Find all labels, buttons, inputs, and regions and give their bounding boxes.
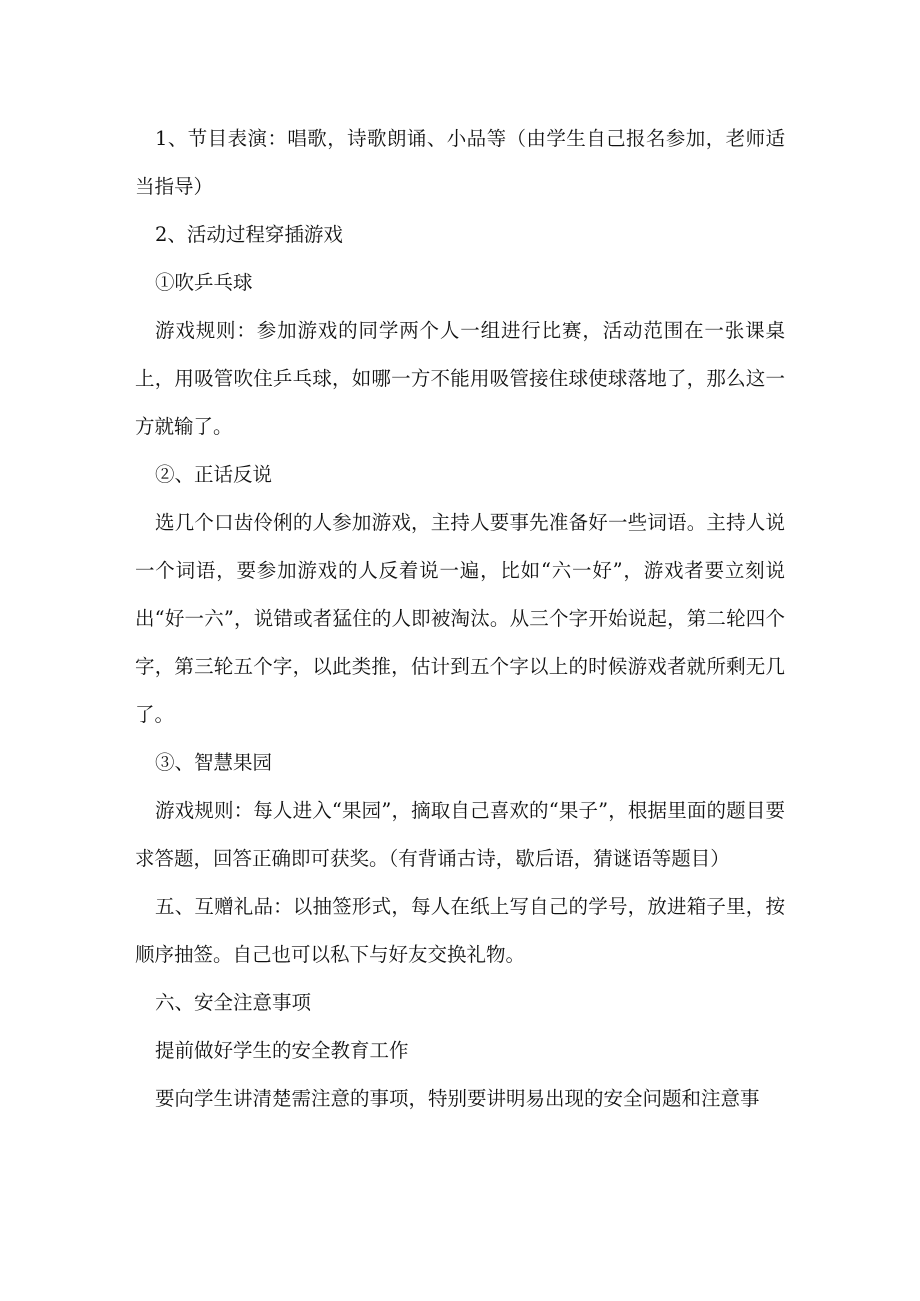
paragraph-program-performance: 1、节目表演：唱歌，诗歌朗诵、小品等（由学生自己报名参加，老师适当指导） xyxy=(135,127,785,198)
paragraph-gift-exchange: 五、互赠礼品：以抽签形式，每人在纸上写自己的学号，放进箱子里，按顺序抽签。自己也可以私下与好友交换礼物。 xyxy=(135,895,785,966)
paragraph-game-orchard-rules: 游戏规则：每人进入“果园”，摘取自己喜欢的“果子”，根据里面的题目要求答题，回答正确即可获奖。（有背诵古诗，歇后语，猜谜语等题目） xyxy=(135,799,785,870)
paragraph-safety-heading: 六、安全注意事项 xyxy=(155,991,312,1014)
paragraph-game-reverse-speech-title: ②、正话反说 xyxy=(155,463,273,486)
paragraph-game-reverse-speech-rules: 选几个口齿伶俐的人参加游戏，主持人要事先准备好一些词语。主持人说一个词语，要参加游戏的人反着说一遍，比如“六一好”，游戏者要立刻说出“好一六”，说错或者猛住的人即被淘汰。从三个字开始说起，第二轮四个字，第三轮五个字，以此类推，估计到五个字以上的时候游戏者就所剩无几了。 xyxy=(135,511,785,726)
paragraph-safety-instructions: 要向学生讲清楚需注意的事项，特别要讲明易出现的安全问题和注意事 xyxy=(155,1087,760,1110)
paragraph-game-ping-pong-rules: 游戏规则：参加游戏的同学两个人一组进行比赛，活动范围在一张课桌上，用吸管吹住乒乓球，如哪一方不能用吸管接住球使球落地了，那么这一方就输了。 xyxy=(135,319,785,438)
paragraph-safety-education: 提前做好学生的安全教育工作 xyxy=(155,1039,409,1062)
paragraph-game-orchard-title: ③、智慧果园 xyxy=(155,751,273,774)
document-body xyxy=(135,115,785,1123)
paragraph-games-heading: 2、活动过程穿插游戏 xyxy=(155,223,343,246)
paragraph-game-ping-pong-title: ①吹乒乓球 xyxy=(155,271,253,294)
